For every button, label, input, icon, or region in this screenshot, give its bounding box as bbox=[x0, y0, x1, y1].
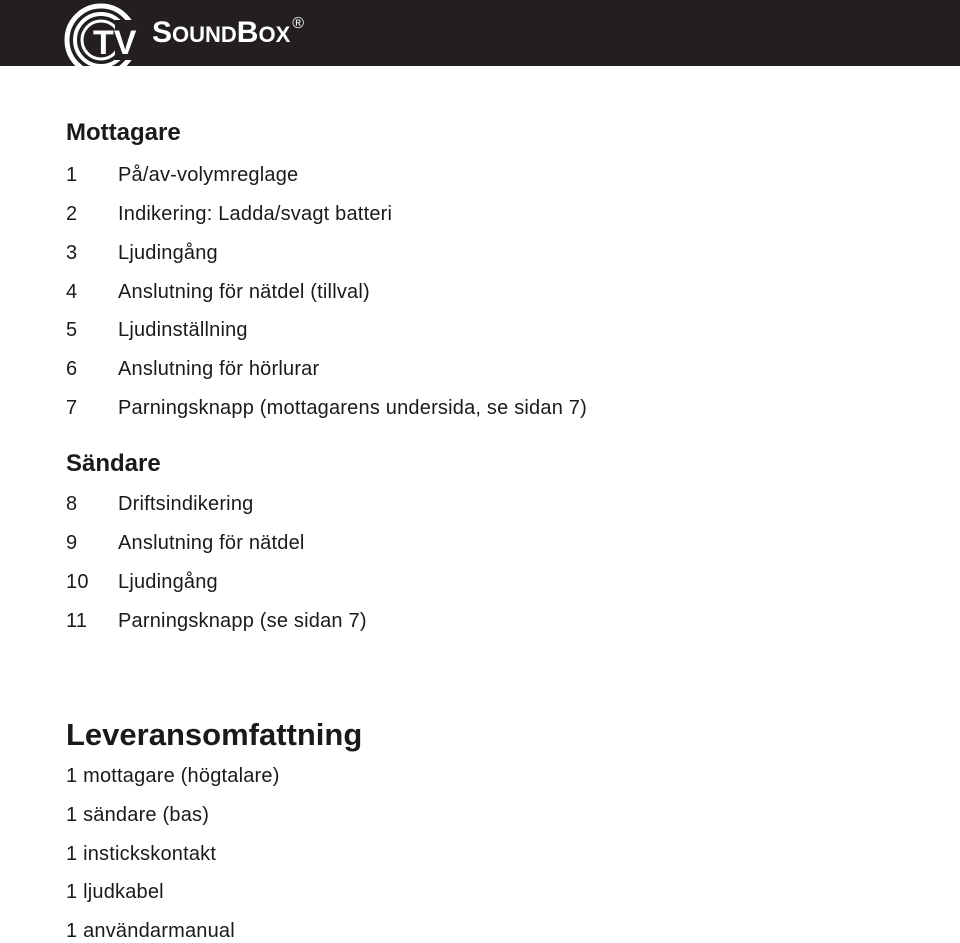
item-number: 11 bbox=[66, 610, 88, 632]
item-text: Ljudingång bbox=[118, 242, 218, 264]
item-text: Indikering: Ladda/svagt batteri bbox=[118, 203, 393, 225]
list-item bbox=[66, 204, 392, 224]
section-title-receiver: Mottagare bbox=[66, 119, 181, 146]
list-item bbox=[66, 533, 305, 553]
item-number: 6 bbox=[66, 358, 78, 380]
brand-name: SOUNDBOX ® bbox=[152, 15, 305, 49]
list-item bbox=[66, 359, 319, 379]
list-item: 1 sändare (bas) bbox=[66, 804, 210, 826]
item-number: 8 bbox=[66, 493, 78, 515]
brand-logo bbox=[63, 0, 363, 66]
list-item: 1 mottagare (högtalare) bbox=[66, 765, 280, 787]
list-item bbox=[66, 282, 370, 302]
item-number: 1 bbox=[66, 164, 78, 186]
header-bar bbox=[0, 0, 960, 66]
item-text: Anslutning för hörlurar bbox=[118, 358, 320, 380]
item-text: Parningsknapp (mottagarens undersida, se sidan 7) bbox=[118, 397, 587, 419]
item-text: Ljudingång bbox=[118, 571, 218, 593]
list-item bbox=[66, 320, 248, 340]
list-item: 1 instickskontakt bbox=[66, 843, 217, 865]
item-text: Anslutning för nätdel bbox=[118, 532, 305, 554]
item-number: 5 bbox=[66, 319, 78, 341]
list-item bbox=[66, 611, 367, 631]
section-title-transmitter: Sändare bbox=[66, 450, 161, 477]
item-number: 9 bbox=[66, 532, 78, 554]
item-number: 10 bbox=[66, 571, 89, 593]
item-number: 7 bbox=[66, 397, 78, 419]
tv-logo-icon bbox=[63, 0, 153, 66]
list-item bbox=[66, 494, 253, 514]
item-number: 4 bbox=[66, 281, 78, 303]
list-item bbox=[66, 572, 218, 592]
section-title-delivery: Leveransomfattning bbox=[66, 717, 363, 752]
item-number: 3 bbox=[66, 242, 78, 264]
item-text: På/av-volymreglage bbox=[118, 164, 299, 186]
logo-monogram: TV bbox=[93, 24, 137, 62]
list-item bbox=[66, 165, 298, 185]
item-text: Ljudinställning bbox=[118, 319, 248, 341]
item-text: Driftsindikering bbox=[118, 493, 254, 515]
list-item bbox=[66, 243, 218, 263]
item-text: Anslutning för nätdel (tillval) bbox=[118, 281, 370, 303]
list-item bbox=[66, 398, 587, 418]
item-text: Parningsknapp (se sidan 7) bbox=[118, 610, 367, 632]
item-number: 2 bbox=[66, 203, 78, 225]
list-item: 1 användarmanual bbox=[66, 920, 235, 942]
registered-mark: ® bbox=[292, 15, 305, 32]
list-item: 1 ljudkabel bbox=[66, 881, 164, 903]
